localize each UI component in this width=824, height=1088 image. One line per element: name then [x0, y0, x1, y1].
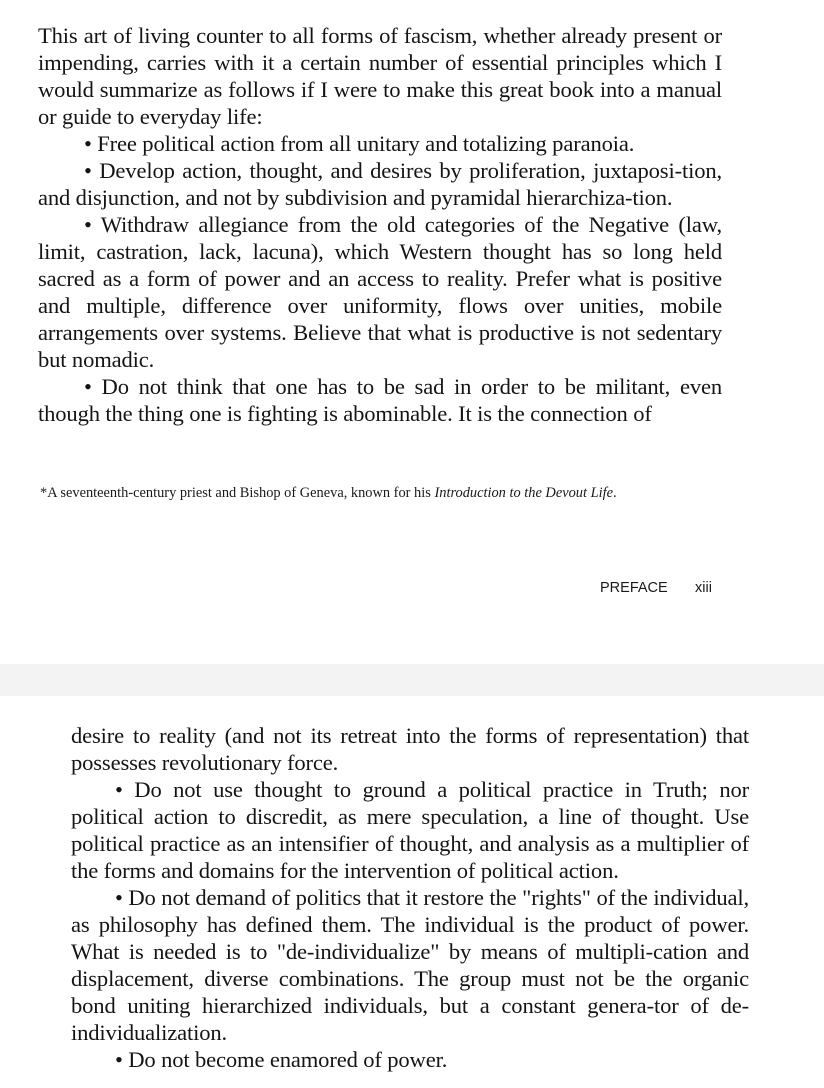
bullet-paragraph: • Free political action from all unitary and totalizing paranoia.	[84, 131, 635, 156]
footnote-end: .	[612, 485, 617, 501]
page-separator	[0, 664, 824, 696]
bullet-paragraph: • Do not use thought to ground a political practice in Truth; nor political action to discredit, as mere speculation, a line of thought. Use political practice as an intensifier of thought, and analysis as a multiplier of the forms and domains for the intervention of political action.	[71, 777, 749, 883]
section-title: PREFACE	[600, 580, 668, 596]
footnote-book-title: Introduction to the Devout Life	[434, 485, 613, 501]
bullet-paragraph: • Develop action, thought, and desires by proliferation, juxtaposi-tion, and disjunction, and not by subdivision and pyramidal hierarchiza-tion.	[38, 158, 722, 210]
page-bottom	[0, 696, 824, 1088]
paragraph: desire to reality (and not its retreat into the forms of representation) that possesses revolutionary force.	[71, 723, 749, 775]
top-page-body	[38, 22, 722, 427]
page-number: xiii	[695, 580, 712, 596]
bullet-paragraph: • Withdraw allegiance from the old categories of the Negative (law, limit, castration, lack, lacuna), which Western thought has so long held sacred as a form of power and an access to reality. Prefer what is positive and multiple, difference over uniformity, flows over unities, mobile arrangements over systems. Believe that what is productive is not sedentary but nomadic.	[38, 212, 722, 372]
footnote	[40, 484, 740, 502]
footnote-text: *A seventeenth-century priest and Bishop of Geneva, known for his	[40, 485, 435, 501]
bullet-paragraph: • Do not become enamored of power.	[115, 1047, 448, 1072]
bullet-paragraph: • Do not think that one has to be sad in order to be militant, even though the thing one is fighting is abominable. It is the connection of	[38, 374, 722, 426]
bullet-paragraph: • Do not demand of politics that it restore the "rights" of the individual, as philosophy has defined them. The individual is the product of power. What is needed is to "de-individualize" by means of multipli-cation and displacement, diverse combinations. The group must not be the organic bond uniting hierarchized individuals, but a constant genera-tor of de-individualization.	[71, 885, 749, 1045]
paragraph: This art of living counter to all forms of fascism, whether already present or impending, carries with it a certain number of essential principles which I would summarize as follows if I were to make this great book into a manual or guide to everyday life:	[38, 23, 722, 129]
bottom-page-body	[71, 722, 749, 1073]
